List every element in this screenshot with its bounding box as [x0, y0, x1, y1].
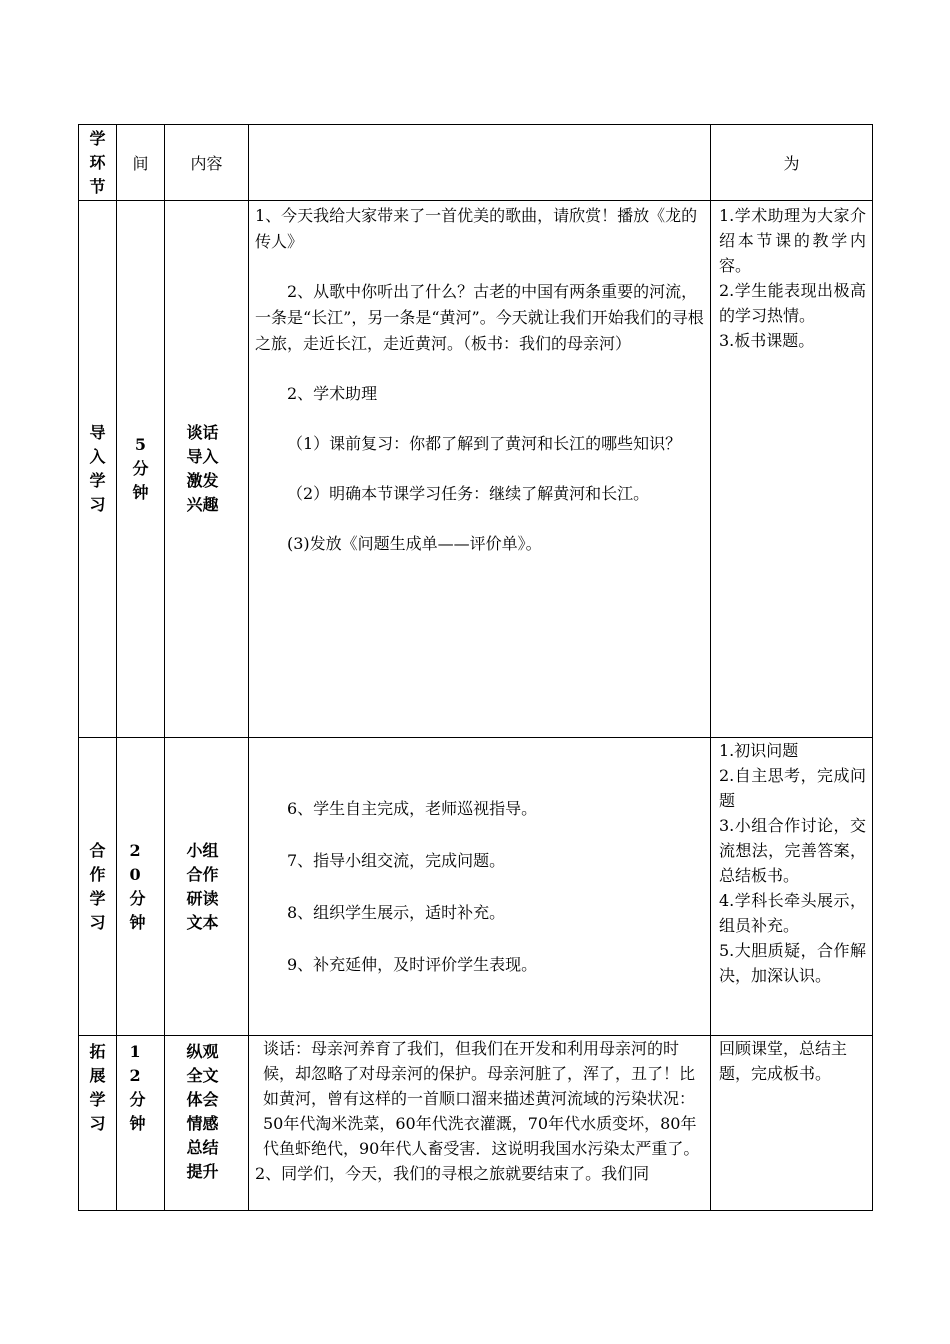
behavior-line: 2.学生能表现出极高的学习热情。	[719, 281, 866, 325]
process-line: 6、学生自主完成，老师巡视指导。	[287, 798, 538, 818]
process-line: 8、组织学生展示，适时补充。	[287, 902, 506, 922]
process-line: 9、补充延伸，及时评价学生表现。	[287, 954, 538, 974]
behavior-line: 4.学科长牵头展示，组员补充。	[719, 891, 866, 935]
table-row	[79, 738, 873, 1036]
process-line: （2）明确本节课学习任务：继续了解黄河和长江。	[287, 484, 650, 503]
behavior-cell	[711, 201, 873, 738]
header-time: 间	[117, 125, 165, 201]
header-row	[79, 125, 873, 201]
process-line: 1、今天我给大家带来了一首优美的歌曲，请欣赏！播放《龙的传人》	[255, 206, 698, 251]
lesson-plan-table	[78, 124, 873, 1211]
content-cell: 纵观全文体会情感总结提升	[165, 1036, 249, 1211]
behavior-cell	[711, 738, 873, 1036]
behavior-line: 1.初识问题	[719, 741, 799, 760]
process-line: 7、指导小组交流，完成问题。	[287, 850, 506, 870]
process-cell	[249, 738, 711, 1036]
process-cell	[249, 1036, 711, 1211]
header-process	[249, 125, 711, 201]
process-line: 2、学术助理	[287, 384, 378, 403]
behavior-line: 题，完成板书。	[719, 1064, 832, 1083]
time-cell: 5分钟	[117, 201, 165, 738]
header-content: 内容	[165, 125, 249, 201]
process-line: 2、同学们，今天，我们的寻根之旅就要结束了。我们同	[255, 1164, 650, 1183]
behavior-line: 3.板书课题。	[719, 331, 815, 350]
behavior-line: 1.学术助理为大家介绍本节课的教学内容。	[719, 206, 866, 275]
behavior-cell	[711, 1036, 873, 1211]
content-cell: 小组合作研读文本	[165, 738, 249, 1036]
process-line: 2、从歌中你听出了什么？古老的中国有两条重要的河流，一条是“长江”，另一条是“黄河”。今天就让我们开始我们的寻根之旅，走近长江，走近黄河。（板书：我们的母亲河）	[255, 282, 704, 353]
stage-cell: 合作学习	[79, 738, 117, 1036]
process-cell	[249, 201, 711, 738]
table-row	[79, 201, 873, 738]
process-line: 谈话：母亲河养育了我们，但我们在开发和利用母亲河的时候，却忽略了对母亲河的保护。母亲河脏了，浑了，丑了！比如黄河，曾有这样的一首顺口溜来描述黄河流域的污染状况：50年代淘米洗菜，60年代洗衣灌溉，70年代水质变坏，80年代鱼虾绝代，90年代人畜受害．这说明我国水污染太严重了。	[263, 1039, 700, 1158]
header-stage: 学环节	[79, 125, 117, 201]
header-behavior: 为	[711, 125, 873, 201]
behavior-line: 3.小组合作讨论，交流想法，完善答案，总结板书。	[719, 816, 866, 885]
table-row	[79, 1036, 873, 1211]
behavior-line: 回顾课堂，总结主	[719, 1039, 848, 1058]
time-cell: 12分钟	[117, 1036, 165, 1211]
behavior-line: 5.大胆质疑，合作解决，加深认识。	[719, 941, 866, 985]
stage-cell: 拓展学习	[79, 1036, 117, 1211]
process-line: （1）课前复习：你都了解到了黄河和长江的哪些知识？	[287, 434, 682, 453]
stage-cell: 导入学习	[79, 201, 117, 738]
time-cell: 20分钟	[117, 738, 165, 1036]
process-line: (3)发放《问题生成单——评价单》。	[287, 534, 542, 553]
behavior-line: 2.自主思考，完成问题	[719, 766, 866, 810]
content-cell: 谈话导入激发兴趣	[165, 201, 249, 738]
